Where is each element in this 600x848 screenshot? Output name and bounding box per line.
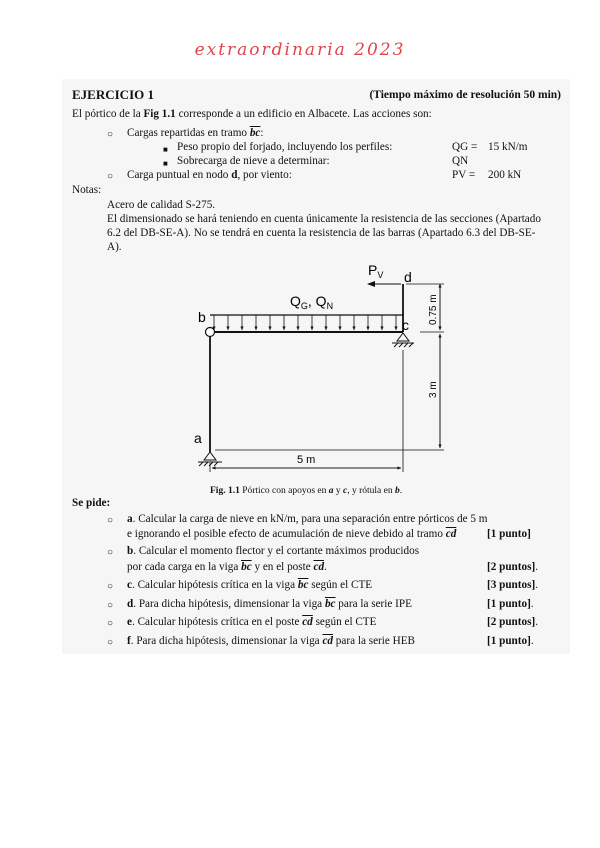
note-line: A). <box>107 241 122 253</box>
dim-3m: 3 m <box>428 381 439 398</box>
support-c <box>392 333 414 347</box>
task-d: d. Para dicha hipótesis, dimensionar la viga $\overline{bc}$ para la serie IPE <box>127 598 412 610</box>
bullet-circle: ○ <box>107 171 114 182</box>
bullet-circle: ○ <box>107 581 114 592</box>
figure-caption: Fig. 1.1 Pórtico con apoyos en a y c, y rótula en b. <box>210 486 403 496</box>
label-d: d <box>404 269 412 285</box>
bullet-circle: ○ <box>107 515 114 526</box>
task-e: e. Calcular hipótesis crítica en el poste $\overline{cd}$ según el CTE <box>127 616 377 628</box>
note-line: El dimensionado se hará teniendo en cuenta únicamente la resistencia de las secciones (Apartado <box>107 213 541 225</box>
tasks-heading: Se pide: <box>72 497 111 509</box>
task-a-line1: a. Calcular la carga de nieve en kN/m, para una separación entre pórticos de 5 m <box>127 513 488 525</box>
hinge-b <box>206 328 215 337</box>
bullet-circle: ○ <box>107 547 114 558</box>
note-line: 6.2 del DB-SE-A). No se tendrá en cuenta la resistencia de las barras (Apartado 6.3 del DB-SE- <box>107 227 536 239</box>
label-a: a <box>194 430 202 446</box>
task-b-line2: por cada carga en la viga $\overline{bc}$ y en el poste $\overline{cd}$. <box>127 561 327 573</box>
task-b-points: [2 puntos]. <box>487 561 538 573</box>
distributed-loads-label: Cargas repartidas en tramo $\overline{bc}$: <box>127 127 264 139</box>
task-d-points: [1 punto]. <box>487 598 534 610</box>
intro-text: El pórtico de la Fig 1.1 corresponde a un edificio en Albacete. Las acciones son: <box>72 108 432 120</box>
label-b: b <box>198 309 206 325</box>
dim-075m: 0.75 m <box>428 294 439 325</box>
label-c: c <box>402 317 409 333</box>
task-b-line1: b. Calcular el momento flector y el cortante máximos producidos <box>127 545 420 557</box>
bullet-circle: ○ <box>107 637 114 648</box>
dim-5m: 5 m <box>297 454 316 466</box>
task-f: f. Para dicha hipótesis, dimensionar la viga $\overline{cd}$ para la serie HEB <box>127 635 416 647</box>
bullet-square: ■ <box>163 159 168 168</box>
self-weight-value: 15 kN/m <box>488 141 528 153</box>
bullet-circle: ○ <box>107 618 114 629</box>
task-a-points: [1 punto] <box>487 528 531 540</box>
dimension-lines <box>210 284 444 472</box>
distributed-load-arrows <box>210 315 404 330</box>
point-load-value: 200 kN <box>488 169 522 181</box>
task-c: c. Calcular hipótesis crítica en la viga $\overline{bc}$ según el CTE <box>127 579 373 591</box>
point-load-symbol: PV = <box>452 169 476 181</box>
task-a-line2: e ignorando el posible efecto de acumulación de nieve debido al tramo $\overline{cd}$ <box>127 528 457 540</box>
self-weight-symbol: QG = <box>452 141 478 153</box>
handwritten-header: extraordinaria 2023 <box>194 40 406 60</box>
notes-heading: Notas: <box>72 184 102 196</box>
point-load-label: Carga puntual en nodo d, por viento: <box>127 169 292 181</box>
task-f-points: [1 punto]. <box>487 635 534 647</box>
bullet-circle: ○ <box>107 129 114 140</box>
bullet-circle: ○ <box>107 600 114 611</box>
label-load: $Q_G$, $Q_N$ <box>290 293 334 311</box>
snow-load-label: Sobrecarga de nieve a determinar: <box>177 155 330 167</box>
exercise-title: EJERCICIO 1 <box>72 87 154 102</box>
task-c-points: [3 puntos]. <box>487 579 538 591</box>
self-weight-label: Peso propio del forjado, incluyendo los perfiles: <box>177 141 393 153</box>
task-e-points: [2 puntos]. <box>487 616 538 628</box>
time-limit: (Tiempo máximo de resolución 50 min) <box>369 89 561 101</box>
bullet-square: ■ <box>163 145 168 154</box>
label-pv: $P_V$ <box>368 262 384 280</box>
note-steel: Acero de calidad S-275. <box>107 199 216 211</box>
snow-load-symbol: QN <box>452 155 469 167</box>
